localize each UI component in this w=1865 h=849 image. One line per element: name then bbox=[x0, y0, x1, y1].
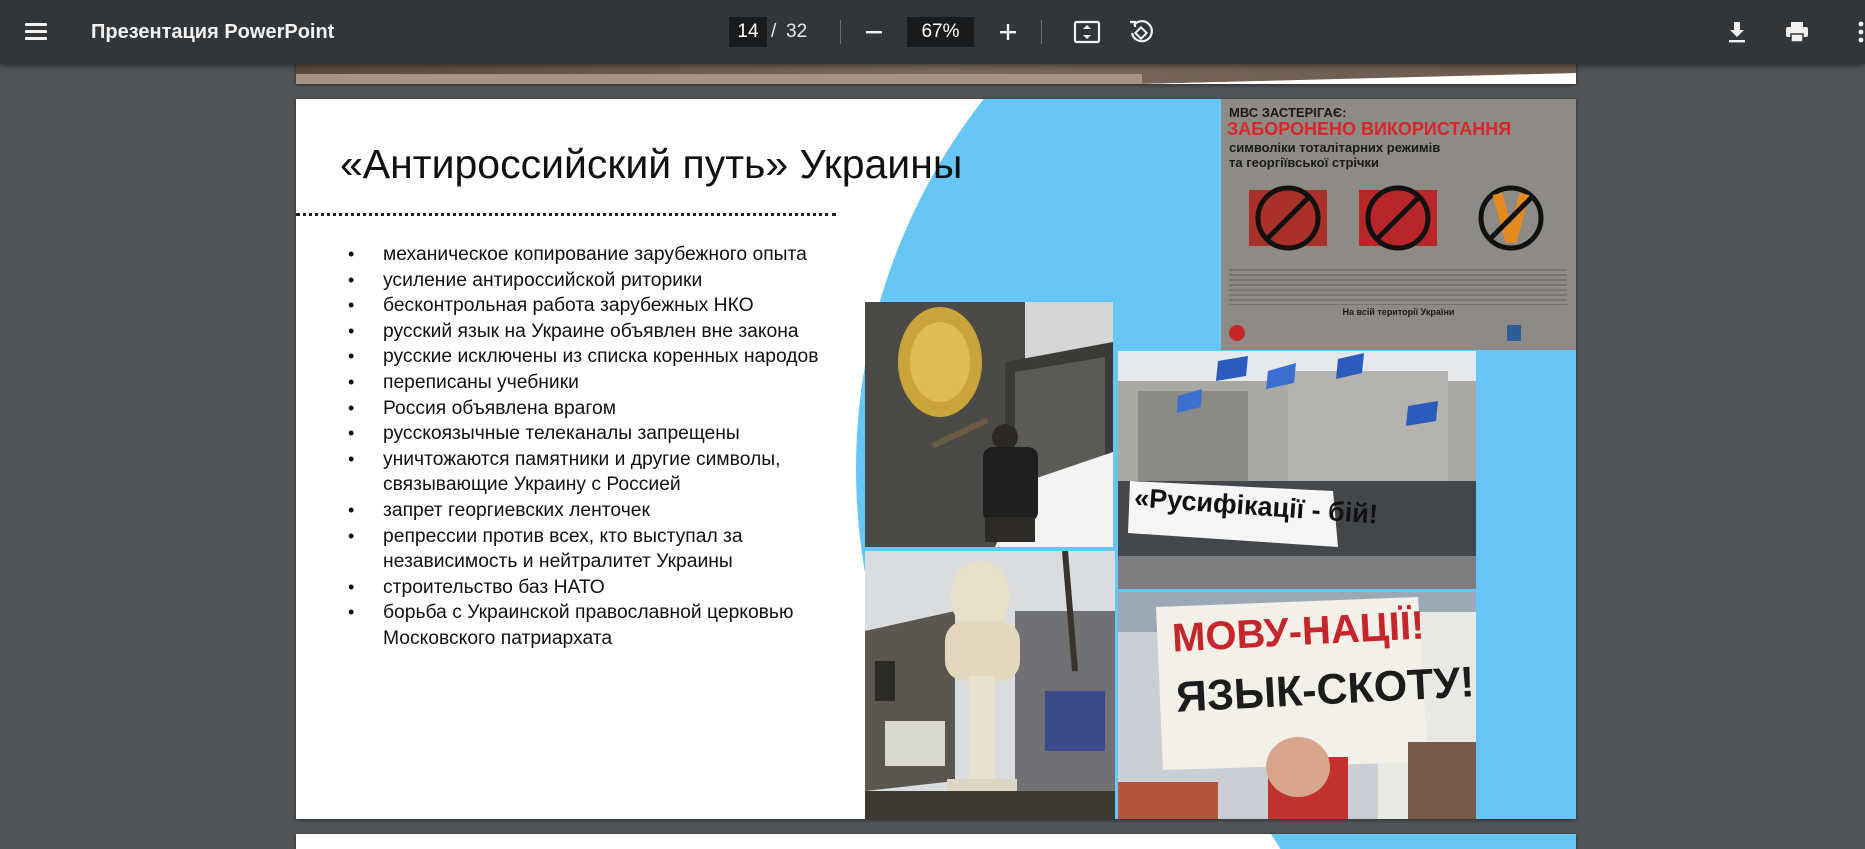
print-button[interactable] bbox=[1779, 14, 1815, 50]
page-total: 32 bbox=[786, 21, 808, 42]
bullet-list bbox=[340, 242, 820, 652]
bullet-item: • русские исключены из списка коренных народов bbox=[340, 344, 820, 370]
page-number-input[interactable] bbox=[729, 17, 767, 47]
poster-line-4: та георгіївської стрічки bbox=[1229, 155, 1380, 170]
bullet-item: • репрессии против всех, кто выступал за независимость и нейтралитет Украины bbox=[340, 524, 820, 575]
protest-sign-photo bbox=[1118, 592, 1476, 819]
sign-line-1: МОВУ-НАЦІЇ! bbox=[1170, 603, 1426, 661]
rally-photo bbox=[1118, 351, 1476, 589]
poster-footer: На всій території України bbox=[1342, 307, 1455, 317]
slide-page bbox=[296, 99, 1576, 819]
page-separator: / bbox=[771, 21, 777, 42]
more-icon bbox=[1843, 14, 1865, 50]
monument-photo bbox=[865, 302, 1113, 547]
rotate-button[interactable] bbox=[1122, 14, 1158, 50]
download-button[interactable] bbox=[1719, 14, 1755, 50]
poster-line-1: МВС ЗАСТЕРІГАЄ: bbox=[1229, 105, 1347, 120]
slide-title: «Антироссийский путь» Украины bbox=[340, 141, 963, 187]
toolbar-divider bbox=[840, 20, 841, 44]
poster-logo-right bbox=[1507, 325, 1521, 341]
rotate-icon bbox=[1122, 14, 1158, 50]
fit-page-icon bbox=[1069, 14, 1105, 50]
toolbar-divider bbox=[1041, 20, 1042, 44]
download-icon bbox=[1719, 14, 1755, 50]
zoom-in-icon bbox=[990, 14, 1026, 50]
zoom-out-icon bbox=[856, 14, 892, 50]
zoom-input[interactable] bbox=[907, 17, 974, 47]
sign-line-2: ЯЗЫК-СКОТУ! bbox=[1174, 658, 1476, 722]
zoom-in-button[interactable] bbox=[990, 14, 1026, 50]
bullet-item: • борьба с Украинской православной церковью Московского патриархата bbox=[340, 600, 820, 651]
poster-fine-print bbox=[1229, 269, 1567, 305]
bullet-item: • уничтожаются памятники и другие символы, связывающие Украину с Россией bbox=[340, 447, 820, 498]
bullet-item: • строительство баз НАТО bbox=[340, 575, 820, 601]
dotted-divider bbox=[296, 213, 836, 217]
bullet-item: • переписаны учебники bbox=[340, 370, 820, 396]
menu-icon[interactable] bbox=[22, 18, 50, 46]
more-options-button[interactable] bbox=[1843, 14, 1865, 50]
bullet-item: • бесконтрольная работа зарубежных НКО bbox=[340, 293, 820, 319]
bust-removal-photo bbox=[865, 551, 1115, 819]
pdf-toolbar bbox=[0, 0, 1865, 64]
print-icon bbox=[1779, 14, 1815, 50]
poster-line-2: ЗАБОРОНЕНО ВИКОРИСТАННЯ bbox=[1227, 119, 1512, 139]
fit-page-button[interactable] bbox=[1069, 14, 1105, 50]
poster-line-3: символіки тоталітарних режимів bbox=[1229, 140, 1441, 155]
next-page bbox=[296, 834, 1576, 849]
poster-logo-left bbox=[1229, 325, 1245, 341]
prohibited-symbols bbox=[1221, 179, 1576, 259]
next-page-image bbox=[296, 834, 1576, 849]
bullet-item: • русский язык на Украине объявлен вне закона bbox=[340, 319, 820, 345]
bullet-item: • русскоязычные телеканалы запрещены bbox=[340, 421, 820, 447]
bullet-item: • запрет георгиевских ленточек bbox=[340, 498, 820, 524]
document-title: Презентация PowerPoint bbox=[91, 21, 335, 43]
zoom-out-button[interactable] bbox=[856, 14, 892, 50]
bullet-item: • механическое копирование зарубежного опыта bbox=[340, 242, 820, 268]
banner-text: «Русифікації - бій! bbox=[1133, 482, 1379, 530]
ban-poster-image bbox=[1221, 99, 1576, 350]
bullet-item: • усиление антироссийской риторики bbox=[340, 268, 820, 294]
bullet-item: • Россия объявлена врагом bbox=[340, 396, 820, 422]
